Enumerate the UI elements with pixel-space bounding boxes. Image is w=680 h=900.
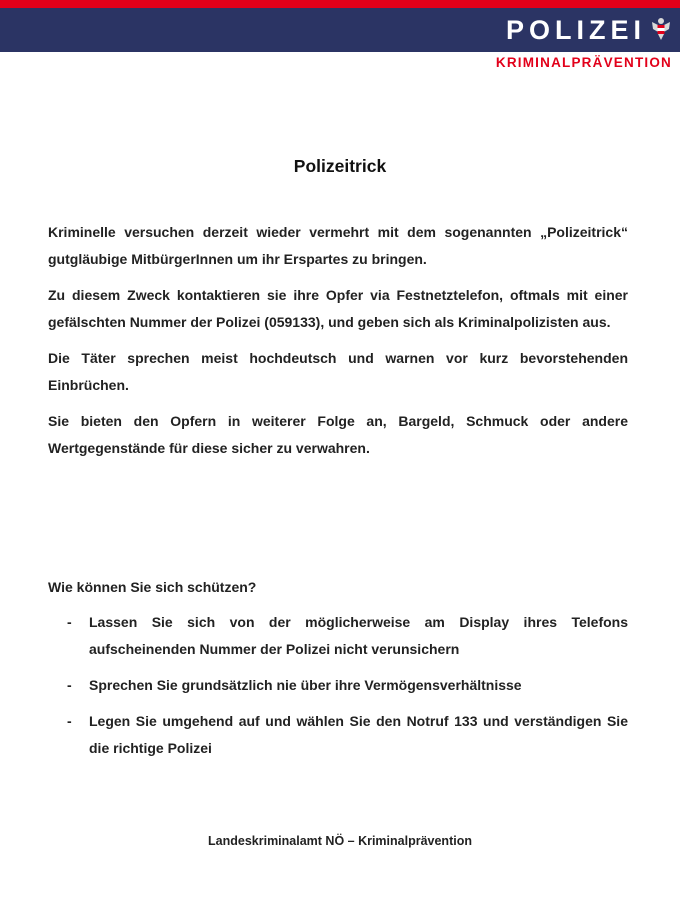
intro-section [48,219,628,471]
top-red-stripe [0,0,680,8]
paragraph: Kriminelle versuchen derzeit wieder vermehrt mit dem sogenannten „Polizeitrick“ gutgläubige MitbürgerInnen um ihr Erspartes zu bringen. [48,224,628,267]
bullet-dash: - [67,713,72,729]
paragraph: Sie bieten den Opfern in weiterer Folge an, Bargeld, Schmuck oder andere Wertgegenstände für diese sicher zu verwahren. [48,413,628,456]
list-item [48,708,628,762]
section-heading: Wie können Sie sich schützen? [48,579,257,595]
paragraph: Zu diesem Zweck kontaktieren sie ihre Opfer via Festnetztelefon, oftmals mit einer gefälschten Nummer der Polizei (059133), und geben sich als Kriminalpolizisten aus. [48,287,628,330]
tips-list [48,609,628,771]
paragraph: Die Täter sprechen meist hochdeutsch und warnen vor kurz bevorstehenden Einbrüchen. [48,350,628,393]
list-item [48,609,628,663]
tip-text: Lassen Sie sich von der möglicherweise am Display ihres Telefons aufscheinenden Nummer der Polizei nicht verunsichern [89,614,628,657]
bullet-dash: - [67,614,72,630]
brand-logo-text: POLIZEI [505,15,646,45]
tip-text: Sprechen Sie grundsätzlich nie über ihre Vermögensverhältnisse [89,677,522,693]
page-title: Polizeitrick [293,156,387,176]
footer-credit: Landeskriminalamt NÖ – Kriminalprävention [208,834,472,848]
austrian-eagle-icon [650,16,672,42]
bullet-dash: - [67,677,72,693]
list-item [48,672,628,699]
brand-subtitle: KRIMINALPRÄVENTION [495,55,672,70]
tip-text: Legen Sie umgehend auf und wählen Sie den Notruf 133 und verständigen Sie die richtige Polizei [89,713,628,756]
